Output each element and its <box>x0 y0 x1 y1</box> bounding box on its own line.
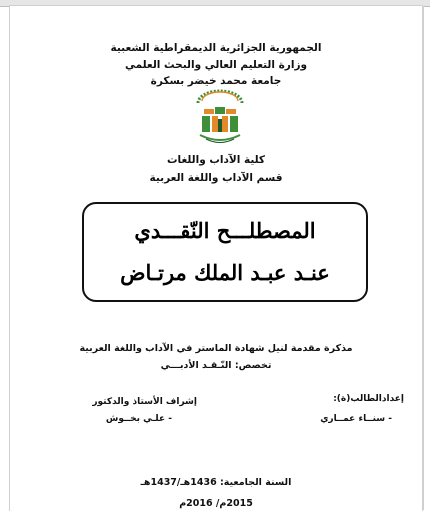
university-name: جامعة محمد خيضر بسكرة <box>150 75 282 87</box>
thesis-title-line-2: عنـد عبـد الملك مرتـاض <box>120 260 330 285</box>
memo-description: مذكرة مقدمة لنيل شهادة الماستر في الآداب واللغة العربية <box>79 343 353 354</box>
document-page <box>9 5 423 511</box>
faculty-name: كلية الآداب واللغات <box>166 154 266 166</box>
supervisor-label: إشراف الأستاذ والدكتور <box>92 397 197 407</box>
supervisor-name: - علـي بخــوش <box>105 414 172 424</box>
thesis-title-line-1: المصطلـــح النّقـــدي <box>134 218 316 243</box>
thesis-title-box <box>82 202 368 302</box>
republic-name: الجمهورية الجزائرية الديمقراطية الشعبية <box>110 42 322 54</box>
ministry-name: وزارة التعليم العالي والبحث العلمي <box>124 59 308 71</box>
academic-year-gregorian: 2015م/ 2016م <box>179 498 253 509</box>
specialty-line: تخصص: النّـقـد الأدبـــي <box>160 360 272 371</box>
department-name: قسم الآداب واللغة العربية <box>149 172 283 184</box>
academic-year-hijri: السنة الجامعية: 1436هـ/1437هـ <box>140 477 292 488</box>
student-name: - سنــاء عمــاري <box>320 414 392 424</box>
student-label: إعدادالطالب(ة): <box>333 394 404 404</box>
university-logo-icon <box>192 89 248 149</box>
